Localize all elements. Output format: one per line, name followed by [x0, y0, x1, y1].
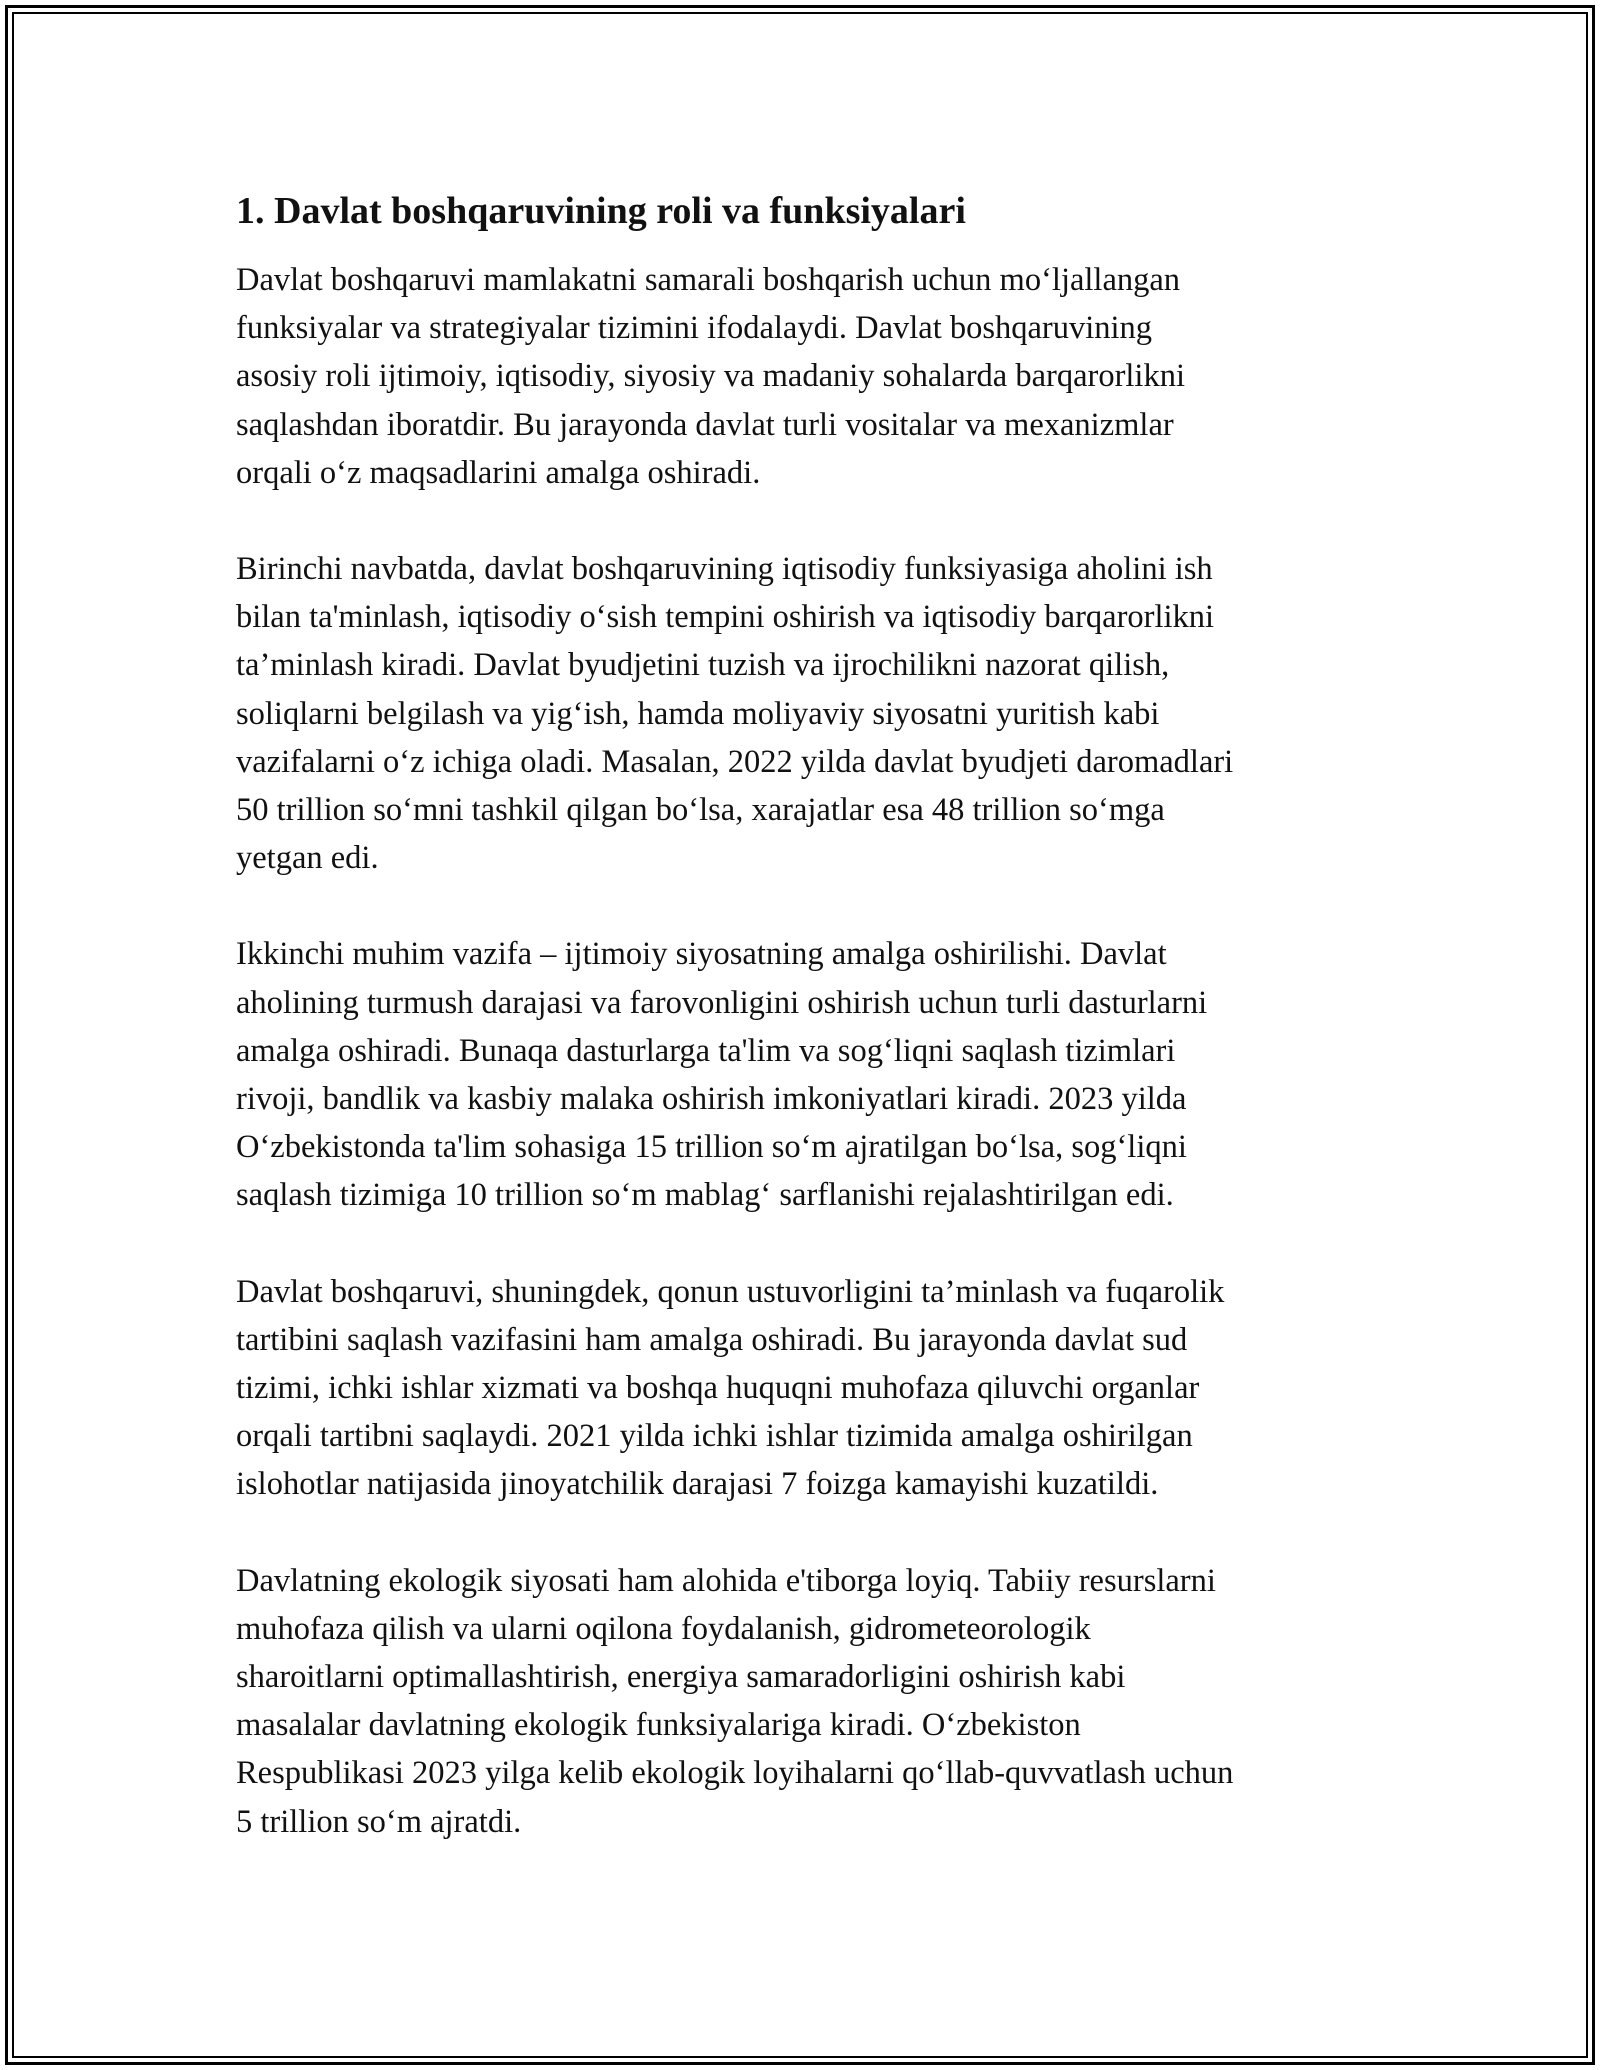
- text-line: Davlat boshqaruvi, shuningdek, qonun ustuvorligini ta’minlash va fuqarolik: [236, 1273, 1225, 1310]
- paragraph-ecology: [236, 1557, 1366, 1846]
- text-line: vazifalarni o‘z ichiga oladi. Masalan, 2022 yilda davlat byudjeti daromadlari: [236, 743, 1234, 780]
- paragraph-social: [236, 930, 1366, 1219]
- text-line: Respublikasi 2023 yilga kelib ekologik loyihalarni qo‘llab-quvvatlash uchun: [236, 1755, 1234, 1792]
- text-line: funksiyalar va strategiyalar tizimini ifodalaydi. Davlat boshqaruvining: [236, 310, 1153, 347]
- text-line: Birinchi navbatda, davlat boshqaruvining iqtisodiy funksiyasiga aholini ish: [236, 551, 1213, 588]
- text-line: Ikkinchi muhim vazifa – ijtimoiy siyosatning amalga oshirilishi. Davlat: [236, 936, 1167, 973]
- text-line: bilan ta'minlash, iqtisodiy o‘sish tempini oshirish va iqtisodiy barqarorlikni: [236, 599, 1215, 636]
- text-line: muhofaza qilish va ularni oqilona foydalanish, gidrometeorologik: [236, 1610, 1091, 1647]
- text-line: tizimi, ichki ishlar xizmati va boshqa huquqni muhofaza qiluvchi organlar: [236, 1370, 1200, 1407]
- section-heading: 1. Davlat boshqaruvining roli va funksiyalari: [236, 190, 966, 232]
- text-line: saqlash tizimiga 10 trillion so‘m mablag‘ sarflanishi rejalashtirilgan edi.: [236, 1177, 1174, 1214]
- text-line: 5 trillion so‘m ajratdi.: [236, 1803, 522, 1840]
- text-line: saqlashdan iboratdir. Bu jarayonda davlat turli vositalar va mexanizmlar: [236, 406, 1174, 443]
- text-line: masalalar davlatning ekologik funksiyalariga kiradi. O‘zbekiston: [236, 1707, 1081, 1744]
- text-line: Davlatning ekologik siyosati ham alohida e'tiborga loyiq. Tabiiy resurslarni: [236, 1562, 1216, 1599]
- text-line: rivoji, bandlik va kasbiy malaka oshirish imkoniyatlari kiradi. 2023 yilda: [236, 1081, 1187, 1118]
- text-line: orqali tartibni saqlaydi. 2021 yilda ichki ishlar tizimida amalga oshirilgan: [236, 1418, 1193, 1455]
- text-line: Davlat boshqaruvi mamlakatni samarali boshqarish uchun mo‘ljallangan: [236, 262, 1181, 298]
- paragraph-law-order: [236, 1268, 1366, 1509]
- paragraph-intro: [236, 256, 1366, 497]
- document-body: [236, 186, 1366, 1894]
- text-line: islohotlar natijasida jinoyatchilik darajasi 7 foizga kamayishi kuzatildi.: [236, 1466, 1159, 1503]
- text-line: ta’minlash kiradi. Davlat byudjetini tuzish va ijrochilikni nazorat qilish,: [236, 647, 1170, 684]
- text-line: aholining turmush darajasi va farovonligini oshirish uchun turli dasturlarni: [236, 984, 1208, 1021]
- text-line: tartibini saqlash vazifasini ham amalga oshiradi. Bu jarayonda davlat sud: [236, 1321, 1188, 1358]
- text-line: orqali o‘z maqsadlarini amalga oshiradi.: [236, 454, 761, 491]
- text-line: amalga oshiradi. Bunaqa dasturlarga ta'lim va sog‘liqni saqlash tizimlari: [236, 1032, 1176, 1069]
- text-line: yetgan edi.: [236, 840, 379, 877]
- text-line: sharoitlarni optimallashtirish, energiya samaradorligini oshirish kabi: [236, 1659, 1126, 1696]
- text-line: 50 trillion so‘mni tashkil qilgan bo‘lsa, xarajatlar esa 48 trillion so‘mga: [236, 792, 1165, 829]
- text-line: soliqlarni belgilash va yig‘ish, hamda moliyaviy siyosatni yuritish kabi: [236, 695, 1160, 732]
- text-line: O‘zbekistonda ta'lim sohasiga 15 trillion so‘m ajratilgan bo‘lsa, sog‘liqni: [236, 1129, 1187, 1166]
- paragraph-economic: [236, 545, 1366, 882]
- text-line: asosiy roli ijtimoiy, iqtisodiy, siyosiy va madaniy sohalarda barqarorlikni: [236, 358, 1185, 395]
